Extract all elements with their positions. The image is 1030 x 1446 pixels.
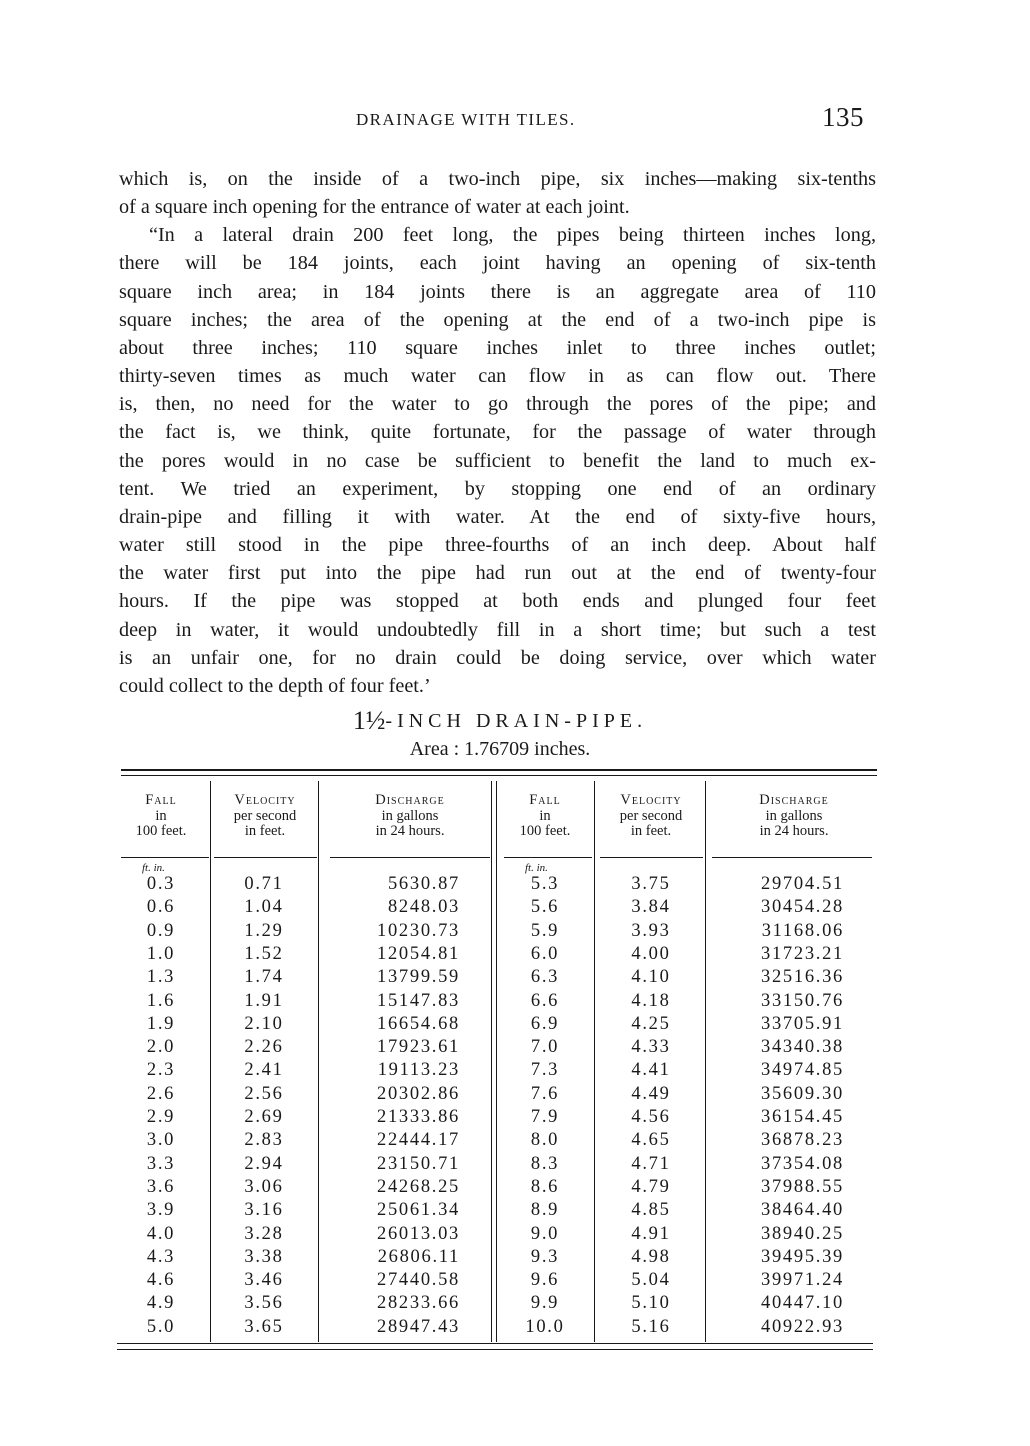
header-discharge-2 — [710, 793, 878, 840]
discharge-cell: 5630.87 — [387, 874, 460, 894]
text-line: of a square inch opening for the entrance of water at each joint. — [119, 196, 630, 219]
text-line: the fact is, we think, quite fortunate, for the passage of water through — [119, 421, 876, 444]
discharge-cell: 34974.85 — [761, 1060, 844, 1081]
text-line: is an unfair one, for no drain could be doing service, over which water — [119, 646, 876, 669]
table-row — [0, 1060, 1030, 1083]
velocity-cell: 4.65 — [631, 1130, 671, 1151]
discharge-cell: 36878.23 — [761, 1130, 844, 1151]
fall-cell: 7.3 — [530, 1060, 560, 1081]
header-label: in feet. — [244, 823, 286, 839]
table-title-fraction: 1½ — [352, 706, 386, 735]
header-label: in gallons — [765, 807, 823, 824]
header-rule — [504, 857, 592, 858]
running-head — [0, 102, 1030, 136]
fall-cell: 2.9 — [146, 1107, 176, 1127]
units-label: ft. in. — [142, 862, 165, 874]
discharge-cell: 40922.93 — [761, 1316, 844, 1337]
discharge-cell: 30454.28 — [761, 897, 844, 918]
velocity-cell: 4.91 — [631, 1223, 671, 1244]
discharge-cell: 16654.68 — [377, 1013, 460, 1034]
fall-cell: 9.3 — [530, 1246, 560, 1267]
fall-cell: 9.9 — [530, 1293, 560, 1314]
header-velocity — [212, 793, 318, 840]
text-line: about three inches; 110 square inches inlet to three inches outlet; — [119, 336, 876, 359]
velocity-cell: 1.04 — [244, 897, 284, 918]
fall-cell: 2.0 — [146, 1037, 176, 1058]
discharge-cell: 10230.73 — [377, 920, 460, 941]
text-line: tent. We tried an experiment, by stopping one end of an ordinary — [119, 477, 876, 500]
table-row — [0, 1014, 1030, 1037]
discharge-cell: 28947.43 — [377, 1316, 460, 1337]
velocity-cell: 5.16 — [631, 1316, 671, 1337]
discharge-cell: 37988.55 — [761, 1176, 844, 1197]
fall-cell: 8.3 — [530, 1153, 560, 1174]
header-rule — [712, 857, 872, 858]
header-fall-2 — [497, 793, 593, 840]
fall-cell: 7.6 — [530, 1083, 560, 1104]
velocity-cell: 3.56 — [244, 1293, 284, 1314]
fall-cell: 6.6 — [530, 990, 560, 1011]
header-rule — [214, 857, 317, 858]
velocity-cell: 3.28 — [244, 1223, 284, 1244]
velocity-cell: 1.29 — [244, 920, 284, 941]
header-velocity-2 — [597, 793, 705, 840]
velocity-cell: 1.52 — [244, 943, 284, 964]
table-row — [0, 897, 1030, 920]
fall-cell: 8.0 — [530, 1130, 560, 1151]
header-label: in feet. — [630, 823, 672, 839]
header-label: in — [155, 807, 167, 824]
velocity-cell: 2.41 — [244, 1060, 284, 1081]
fall-cell: 1.6 — [146, 990, 176, 1011]
units-label: ft. in. — [525, 862, 548, 874]
discharge-cell: 28233.66 — [377, 1293, 460, 1314]
header-label: in 24 hours. — [759, 823, 829, 839]
table-row — [0, 1037, 1030, 1060]
table-bottom-rule — [117, 1343, 873, 1344]
discharge-cell: 17923.61 — [377, 1037, 460, 1058]
discharge-cell: 21333.86 — [377, 1107, 460, 1127]
table-row — [0, 1154, 1030, 1177]
header-label: Discharge — [759, 792, 829, 808]
velocity-cell: 4.98 — [631, 1246, 671, 1267]
table-row — [0, 921, 1030, 944]
velocity-cell: 5.10 — [631, 1293, 671, 1314]
velocity-cell: 2.94 — [244, 1153, 284, 1174]
text-line: there will be 184 joints, each joint having an opening of six-tenth — [119, 252, 876, 275]
velocity-cell: 3.06 — [244, 1176, 284, 1197]
text-line: “In a lateral drain 200 feet long, the pipes being thirteen inches long, — [149, 224, 876, 247]
table-row — [0, 1270, 1030, 1293]
discharge-cell: 34340.38 — [761, 1037, 844, 1058]
fall-cell: 0.3 — [146, 874, 176, 894]
paragraph-1 — [119, 165, 876, 221]
table-row — [0, 967, 1030, 990]
fall-cell: 0.9 — [146, 920, 176, 941]
discharge-cell: 36154.45 — [761, 1107, 844, 1127]
header-rule — [330, 857, 490, 858]
table-row — [0, 1293, 1030, 1316]
body-text — [119, 165, 876, 700]
text-line: thirty-seven times as much water can flow in as can flow out. There — [119, 365, 876, 388]
fall-cell: 4.9 — [146, 1293, 176, 1314]
velocity-cell: 3.65 — [244, 1316, 284, 1337]
header-label: Fall — [145, 792, 177, 808]
fall-cell: 10.0 — [525, 1316, 565, 1337]
discharge-cell: 27440.58 — [377, 1270, 460, 1291]
fall-cell: 4.3 — [146, 1246, 176, 1267]
table-title-text: -INCH DRAIN-PIPE. — [385, 710, 648, 732]
velocity-cell: 2.10 — [244, 1013, 284, 1034]
table-row — [0, 991, 1030, 1014]
table-row — [0, 944, 1030, 967]
velocity-cell: 4.10 — [631, 967, 671, 988]
fall-cell: 4.6 — [146, 1270, 176, 1291]
discharge-cell: 33705.91 — [761, 1013, 844, 1034]
table-top-rule-inner — [121, 775, 877, 776]
header-label: per second — [619, 807, 683, 824]
header-discharge — [330, 793, 490, 840]
discharge-cell: 38464.40 — [761, 1200, 844, 1221]
header-label: Velocity — [620, 792, 682, 808]
text-line: hours. If the pipe was stopped at both ends and plunged four feet — [119, 590, 876, 613]
text-line: the pores would in no case be sufficient to benefit the land to much ex- — [119, 449, 876, 472]
header-label: per second — [233, 807, 297, 824]
table-area-caption: Area : 1.76709 inches. — [409, 738, 591, 760]
text-line: the water first put into the pipe had run out at the end of twenty-four — [119, 562, 876, 585]
fall-cell: 1.3 — [146, 967, 176, 988]
fall-cell: 3.3 — [146, 1153, 176, 1174]
discharge-cell: 33150.76 — [761, 990, 844, 1011]
discharge-cell: 39971.24 — [761, 1270, 844, 1291]
fall-cell: 3.6 — [146, 1176, 176, 1197]
discharge-cell: 15147.83 — [377, 990, 460, 1011]
fall-cell: 7.0 — [530, 1037, 560, 1058]
table-row — [0, 1130, 1030, 1153]
header-fall — [114, 793, 208, 840]
fall-cell: 5.0 — [146, 1316, 176, 1337]
discharge-cell: 13799.59 — [377, 967, 460, 988]
velocity-cell: 4.41 — [631, 1060, 671, 1081]
text-line: square inch area; in 184 joints there is an aggregate area of 110 — [119, 280, 876, 303]
discharge-cell: 24268.25 — [377, 1176, 460, 1197]
table-row — [0, 874, 1030, 897]
table-row — [0, 1107, 1030, 1130]
header-label: in gallons — [381, 807, 439, 824]
running-title: DRAINAGE WITH TILES. — [356, 110, 576, 129]
fall-cell: 0.6 — [146, 897, 176, 918]
velocity-cell: 4.79 — [631, 1176, 671, 1197]
fall-cell: 1.0 — [146, 943, 176, 964]
fall-cell: 6.9 — [530, 1013, 560, 1034]
velocity-cell: 2.26 — [244, 1037, 284, 1058]
velocity-cell: 4.18 — [631, 990, 671, 1011]
page-number: 135 — [822, 102, 864, 132]
velocity-cell: 4.56 — [631, 1107, 671, 1127]
discharge-cell: 26806.11 — [377, 1246, 460, 1267]
header-label: Velocity — [234, 792, 296, 808]
velocity-cell: 3.16 — [244, 1200, 284, 1221]
table-row — [0, 1247, 1030, 1270]
discharge-cell: 31168.06 — [761, 920, 844, 941]
text-line: could collect to the depth of four feet.’ — [119, 674, 431, 697]
fall-cell: 5.3 — [530, 874, 560, 894]
text-line: square inches; the area of the opening at the end of a two-inch pipe is — [119, 308, 876, 331]
velocity-cell: 4.33 — [631, 1037, 671, 1058]
velocity-cell: 3.38 — [244, 1246, 284, 1267]
velocity-cell: 2.56 — [244, 1083, 284, 1104]
velocity-cell: 4.71 — [631, 1153, 671, 1174]
fall-cell: 8.6 — [530, 1176, 560, 1197]
velocity-cell: 3.75 — [631, 874, 671, 894]
discharge-cell: 31723.21 — [761, 943, 844, 964]
table-title — [0, 706, 1000, 736]
table-row — [0, 1200, 1030, 1223]
fall-cell: 9.0 — [530, 1223, 560, 1244]
fall-cell: 4.0 — [146, 1223, 176, 1244]
fall-cell: 6.3 — [530, 967, 560, 988]
header-label: in — [539, 807, 551, 824]
velocity-cell: 1.74 — [244, 967, 284, 988]
fall-cell: 3.9 — [146, 1200, 176, 1221]
discharge-cell: 8248.03 — [387, 897, 460, 918]
header-label: Fall — [529, 792, 561, 808]
discharge-cell: 22444.17 — [377, 1130, 460, 1151]
header-label: Discharge — [375, 792, 445, 808]
fall-cell: 1.9 — [146, 1013, 176, 1034]
text-line: drain-pipe and filling it with water. At the end of sixty-five hours, — [119, 505, 876, 528]
fall-cell: 5.6 — [530, 897, 560, 918]
fall-cell: 9.6 — [530, 1270, 560, 1291]
discharge-cell: 26013.03 — [377, 1223, 460, 1244]
discharge-cell: 20302.86 — [377, 1083, 460, 1104]
fall-cell: 2.6 — [146, 1083, 176, 1104]
velocity-cell: 3.46 — [244, 1270, 284, 1291]
discharge-cell: 23150.71 — [377, 1153, 460, 1174]
paragraph-2 — [119, 221, 876, 700]
fall-cell: 2.3 — [146, 1060, 176, 1081]
discharge-cell: 40447.10 — [761, 1293, 844, 1314]
velocity-cell: 5.04 — [631, 1270, 671, 1291]
text-line: water still stood in the pipe three-fourths of an inch deep. About half — [119, 534, 876, 557]
velocity-cell: 4.00 — [631, 943, 671, 964]
velocity-cell: 2.83 — [244, 1130, 284, 1151]
discharge-cell: 35609.30 — [761, 1083, 844, 1104]
velocity-cell: 1.91 — [244, 990, 284, 1011]
fall-cell: 8.9 — [530, 1200, 560, 1221]
discharge-cell: 29704.51 — [761, 874, 844, 894]
header-rule — [121, 857, 209, 858]
discharge-cell: 38940.25 — [761, 1223, 844, 1244]
header-rule — [600, 857, 703, 858]
text-line: is, then, no need for the water to go through the pores of the pipe; and — [119, 393, 876, 416]
discharge-cell: 25061.34 — [377, 1200, 460, 1221]
discharge-cell: 37354.08 — [761, 1153, 844, 1174]
table-row — [0, 1317, 1030, 1340]
velocity-cell: 2.69 — [244, 1107, 284, 1127]
table-bottom-rule-inner — [117, 1349, 873, 1350]
table-row — [0, 1177, 1030, 1200]
table-row — [0, 1224, 1030, 1247]
discharge-cell: 39495.39 — [761, 1246, 844, 1267]
fall-cell: 3.0 — [146, 1130, 176, 1151]
text-line: which is, on the inside of a two-inch pipe, six inches—making six-tenths — [119, 168, 876, 190]
velocity-cell: 3.84 — [631, 897, 671, 918]
text-line: deep in water, it would undoubtedly fill in a short time; but such a test — [119, 618, 876, 641]
velocity-cell: 4.49 — [631, 1083, 671, 1104]
velocity-cell: 4.85 — [631, 1200, 671, 1221]
fall-cell: 7.9 — [530, 1107, 560, 1127]
header-label: 100 feet. — [519, 823, 571, 839]
velocity-cell: 0.71 — [244, 874, 284, 894]
header-label: 100 feet. — [135, 823, 187, 839]
table-row — [0, 1084, 1030, 1107]
velocity-cell: 3.93 — [631, 920, 671, 941]
table-top-rule — [121, 769, 877, 771]
fall-cell: 5.9 — [530, 920, 560, 941]
discharge-cell: 19113.23 — [377, 1060, 460, 1081]
velocity-cell: 4.25 — [631, 1013, 671, 1034]
fall-cell: 6.0 — [530, 943, 560, 964]
discharge-cell: 12054.81 — [377, 943, 460, 964]
discharge-cell: 32516.36 — [761, 967, 844, 988]
header-label: in 24 hours. — [375, 823, 445, 839]
